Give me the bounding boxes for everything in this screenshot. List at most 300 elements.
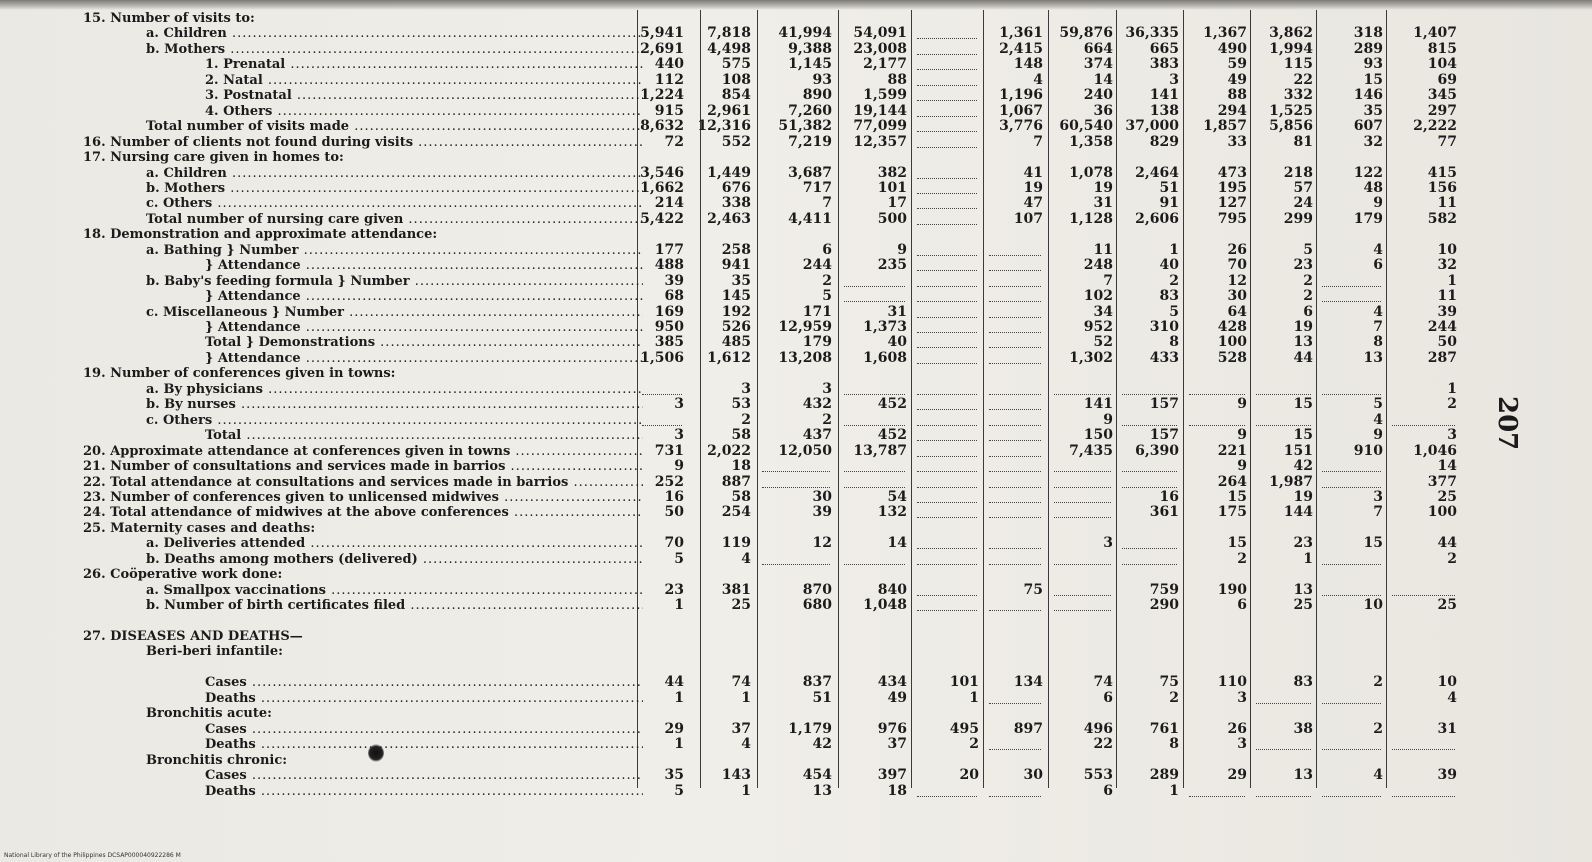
table-cell: 15 bbox=[1293, 396, 1313, 413]
table-cell: 41 bbox=[1023, 164, 1043, 181]
table-cell: 3,546 bbox=[640, 164, 684, 181]
table-cell: 14 bbox=[887, 535, 907, 552]
table-cell: 8,632 bbox=[640, 118, 684, 135]
row-label: a. Smallpox vaccinations ..... bbox=[146, 583, 643, 598]
table-cell: 11 bbox=[1437, 195, 1457, 212]
table-cell: 37 bbox=[887, 736, 907, 753]
table-cell: 235 bbox=[877, 257, 907, 274]
table-cell: 47 bbox=[1023, 195, 1043, 212]
table-cell: 1,196 bbox=[999, 87, 1043, 104]
table-cell: 69 bbox=[1437, 71, 1457, 88]
table-cell: 4,498 bbox=[707, 40, 751, 57]
table-cell: 1 bbox=[741, 689, 751, 706]
table-cell: 528 bbox=[1217, 349, 1247, 366]
table-cell: 244 bbox=[1427, 319, 1457, 335]
table-cell: 4 bbox=[1033, 71, 1043, 88]
empty-cell-leader bbox=[1189, 393, 1245, 395]
table-cell: 382 bbox=[877, 164, 907, 181]
table-cell: 2 bbox=[1169, 272, 1179, 289]
table-cell: 433 bbox=[1149, 349, 1179, 366]
table-cell: 3 bbox=[1447, 427, 1457, 444]
table-cell: 70 bbox=[664, 535, 684, 552]
table-cell: 35 bbox=[731, 272, 751, 289]
table-cell: 2,415 bbox=[999, 40, 1043, 57]
table-cell: 6 bbox=[822, 241, 832, 258]
table-cell: 440 bbox=[654, 56, 684, 73]
table-cell: 1,857 bbox=[1203, 118, 1247, 135]
table-cell: 5 bbox=[1303, 241, 1313, 258]
table-cell: 4 bbox=[1373, 767, 1383, 784]
table-cell: 15 bbox=[1363, 71, 1383, 88]
table-cell: 837 bbox=[802, 674, 832, 691]
table-cell: 2,463 bbox=[707, 210, 751, 227]
table-cell: 1,662 bbox=[640, 179, 684, 196]
table-cell: 31 bbox=[1437, 720, 1457, 737]
empty-cell-leader bbox=[1392, 748, 1455, 750]
table-cell: 10 bbox=[1363, 597, 1383, 614]
table-cell: 42 bbox=[812, 736, 832, 753]
empty-cell-leader bbox=[917, 563, 977, 565]
table-cell: 3,687 bbox=[788, 164, 832, 181]
table-cell: 415 bbox=[1427, 164, 1457, 181]
empty-cell-leader bbox=[989, 516, 1041, 518]
table-cell: 1,179 bbox=[788, 720, 832, 737]
empty-cell-leader bbox=[844, 470, 905, 472]
table-cell: 37 bbox=[731, 720, 751, 737]
table-cell: 1,608 bbox=[863, 349, 907, 366]
row-label: 18. Demonstration and approximate attendance: bbox=[83, 227, 438, 243]
table-cell: 1,599 bbox=[863, 87, 907, 104]
empty-cell-leader bbox=[1322, 795, 1381, 797]
empty-cell-leader bbox=[1122, 424, 1177, 426]
table-cell: 2,691 bbox=[640, 40, 684, 57]
table-cell: 676 bbox=[721, 179, 751, 196]
table-cell: 1,302 bbox=[1069, 349, 1113, 366]
table-cell: 29 bbox=[1227, 767, 1247, 784]
table-cell: 39 bbox=[1437, 303, 1457, 320]
table-cell: 51 bbox=[1159, 179, 1179, 196]
table-cell: 5 bbox=[822, 288, 832, 305]
table-cell: 870 bbox=[802, 581, 832, 598]
table-cell: 9,388 bbox=[788, 40, 832, 57]
row-label: Bronchitis chronic: bbox=[146, 752, 288, 768]
empty-cell-leader bbox=[762, 486, 830, 488]
table-cell: 526 bbox=[721, 319, 751, 335]
table-cell: 680 bbox=[802, 597, 832, 614]
table-cell: 29 bbox=[664, 720, 684, 737]
table-cell: 887 bbox=[721, 473, 751, 490]
table-cell: 434 bbox=[877, 674, 907, 691]
table-cell: 151 bbox=[1283, 442, 1313, 459]
empty-cell-leader bbox=[917, 393, 977, 395]
empty-cell-leader bbox=[1256, 393, 1311, 395]
table-cell: 190 bbox=[1217, 581, 1247, 598]
empty-cell-leader bbox=[917, 254, 977, 256]
table-cell: 437 bbox=[802, 427, 832, 444]
row-label: 2. Natal ..... bbox=[205, 73, 643, 88]
row-label: b. Mothers ..... bbox=[146, 42, 643, 57]
table-cell: 240 bbox=[1083, 87, 1113, 104]
table-cell: 81 bbox=[1293, 133, 1313, 150]
empty-cell-leader bbox=[989, 563, 1041, 565]
row-label: } Attendance ..... bbox=[205, 320, 643, 335]
library-footer: National Library of the Philippines DCSAP000040922286 M bbox=[4, 852, 181, 859]
empty-cell-leader bbox=[917, 424, 977, 426]
empty-cell-leader bbox=[917, 331, 977, 333]
table-cell: 134 bbox=[1013, 674, 1043, 691]
empty-cell-leader bbox=[917, 316, 977, 318]
table-cell: 10 bbox=[1437, 674, 1457, 691]
table-cell: 101 bbox=[949, 674, 979, 691]
table-cell: 1,525 bbox=[1269, 102, 1313, 119]
empty-cell-leader bbox=[917, 486, 977, 488]
ink-blot bbox=[368, 744, 384, 762]
table-cell: 299 bbox=[1283, 210, 1313, 227]
table-cell: 17 bbox=[887, 195, 907, 212]
table-cell: 2 bbox=[1169, 689, 1179, 706]
table-cell: 248 bbox=[1083, 257, 1113, 274]
table-cell: 12,050 bbox=[778, 442, 832, 459]
table-cell: 145 bbox=[721, 288, 751, 305]
table-cell: 12,959 bbox=[778, 319, 832, 335]
table-cell: 13 bbox=[1293, 767, 1313, 784]
row-label: b. Number of birth certificates filed ..... bbox=[146, 598, 643, 613]
table-cell: 37,000 bbox=[1125, 118, 1179, 135]
table-cell: 88 bbox=[1227, 87, 1247, 104]
table-cell: 6,390 bbox=[1135, 442, 1179, 459]
table-cell: 294 bbox=[1217, 102, 1247, 119]
table-cell: 30 bbox=[1023, 767, 1043, 784]
table-cell: 952 bbox=[1083, 319, 1113, 335]
page-number: 207 bbox=[1492, 396, 1522, 451]
empty-cell-leader bbox=[989, 609, 1041, 611]
table-cell: 75 bbox=[1023, 581, 1043, 598]
table-cell: 3 bbox=[674, 427, 684, 444]
table-cell: 2 bbox=[1447, 396, 1457, 413]
table-cell: 175 bbox=[1217, 504, 1247, 521]
table-cell: 452 bbox=[877, 427, 907, 444]
table-cell: 49 bbox=[887, 689, 907, 706]
table-cell: 13 bbox=[1293, 334, 1313, 351]
row-label: 16. Number of clients not found during visits ..... bbox=[83, 135, 643, 150]
table-cell: 49 bbox=[1227, 71, 1247, 88]
table-cell: 2 bbox=[1373, 720, 1383, 737]
table-cell: 214 bbox=[654, 195, 684, 212]
empty-cell-leader bbox=[917, 547, 977, 549]
table-cell: 15 bbox=[1227, 535, 1247, 552]
table-cell: 2 bbox=[969, 736, 979, 753]
empty-cell-leader bbox=[989, 470, 1041, 472]
table-cell: 14 bbox=[1437, 458, 1457, 475]
row-label: c. Others ..... bbox=[146, 196, 643, 211]
table-cell: 287 bbox=[1427, 349, 1457, 366]
table-cell: 1,367 bbox=[1203, 25, 1247, 42]
table-cell: 553 bbox=[1083, 767, 1113, 784]
row-label: } Attendance ..... bbox=[205, 351, 643, 366]
table-cell: 338 bbox=[721, 195, 751, 212]
table-cell: 4 bbox=[1373, 241, 1383, 258]
table-cell: 8 bbox=[1169, 334, 1179, 351]
table-cell: 221 bbox=[1217, 442, 1247, 459]
empty-cell-leader bbox=[1392, 795, 1455, 797]
table-cell: 473 bbox=[1217, 164, 1247, 181]
table-cell: 1 bbox=[1169, 782, 1179, 799]
table-cell: 2,961 bbox=[707, 102, 751, 119]
table-cell: 258 bbox=[721, 241, 751, 258]
row-label: a. By physicians ..... bbox=[146, 382, 643, 397]
table-cell: 264 bbox=[1217, 473, 1247, 490]
table-cell: 34 bbox=[1093, 303, 1113, 320]
row-label: 4. Others ..... bbox=[205, 104, 643, 119]
table-cell: 23 bbox=[1293, 257, 1313, 274]
table-cell: 428 bbox=[1217, 319, 1247, 335]
table-cell: 1,145 bbox=[788, 56, 832, 73]
table-cell: 16 bbox=[664, 488, 684, 505]
row-label: 17. Nursing care given in homes to: bbox=[83, 150, 344, 166]
table-cell: 19,144 bbox=[853, 102, 907, 119]
table-cell: 102 bbox=[1083, 288, 1113, 305]
table-cell: 24 bbox=[1293, 195, 1313, 212]
table-cell: 83 bbox=[1159, 288, 1179, 305]
table-cell: 22 bbox=[1093, 736, 1113, 753]
table-cell: 345 bbox=[1427, 87, 1457, 104]
table-cell: 1 bbox=[674, 597, 684, 614]
table-cell: 25 bbox=[1437, 597, 1457, 614]
table-cell: 1,361 bbox=[999, 25, 1043, 42]
table-cell: 717 bbox=[802, 179, 832, 196]
empty-cell-leader bbox=[989, 486, 1041, 488]
table-cell: 31 bbox=[1093, 195, 1113, 212]
table-cell: 7 bbox=[1103, 272, 1113, 289]
table-cell: 488 bbox=[654, 257, 684, 274]
empty-cell-leader bbox=[917, 501, 977, 503]
table-cell: 11 bbox=[1437, 288, 1457, 305]
table-cell: 1,506 bbox=[640, 349, 684, 366]
table-cell: 397 bbox=[877, 767, 907, 784]
empty-cell-leader bbox=[844, 563, 905, 565]
empty-cell-leader bbox=[844, 285, 905, 287]
table-cell: 115 bbox=[1283, 56, 1313, 73]
table-cell: 10 bbox=[1437, 241, 1457, 258]
table-cell: 72 bbox=[664, 133, 684, 150]
table-cell: 6 bbox=[1237, 597, 1247, 614]
row-label: Deaths ..... bbox=[205, 691, 643, 706]
table-cell: 25 bbox=[1293, 597, 1313, 614]
row-label: a. Children ..... bbox=[146, 26, 643, 41]
table-cell: 1 bbox=[741, 782, 751, 799]
table-cell: 1 bbox=[674, 736, 684, 753]
table-cell: 941 bbox=[721, 257, 751, 274]
table-cell: 20 bbox=[959, 767, 979, 784]
table-cell: 14 bbox=[1093, 71, 1113, 88]
table-cell: 40 bbox=[887, 334, 907, 351]
row-label: Cases ..... bbox=[205, 675, 643, 690]
row-label: } Attendance ..... bbox=[205, 258, 643, 273]
table-cell: 13 bbox=[812, 782, 832, 799]
table-cell: 74 bbox=[1093, 674, 1113, 691]
table-cell: 3 bbox=[1169, 71, 1179, 88]
table-cell: 50 bbox=[1437, 334, 1457, 351]
row-label: 22. Total attendance at consultations and services made in barrios ..... bbox=[83, 475, 643, 490]
table-cell: 177 bbox=[654, 241, 684, 258]
table-cell: 59 bbox=[1227, 56, 1247, 73]
table-cell: 1,067 bbox=[999, 102, 1043, 119]
row-label: Cases ..... bbox=[205, 722, 643, 737]
table-cell: 50 bbox=[664, 504, 684, 521]
table-cell: 13,208 bbox=[778, 349, 832, 366]
table-cell: 19 bbox=[1293, 319, 1313, 335]
table-cell: 12 bbox=[1227, 272, 1247, 289]
table-cell: 119 bbox=[721, 535, 751, 552]
table-cell: 381 bbox=[721, 581, 751, 598]
row-label: Deaths ..... bbox=[205, 784, 643, 799]
table-cell: 36 bbox=[1093, 102, 1113, 119]
table-cell: 1,358 bbox=[1069, 133, 1113, 150]
table-cell: 1,994 bbox=[1269, 40, 1313, 57]
table-cell: 39 bbox=[1437, 767, 1457, 784]
table-cell: 13 bbox=[1363, 349, 1383, 366]
table-cell: 51 bbox=[812, 689, 832, 706]
table-cell: 101 bbox=[877, 179, 907, 196]
table-cell: 54,091 bbox=[853, 25, 907, 42]
table-cell: 254 bbox=[721, 504, 751, 521]
table-cell: 9 bbox=[1103, 411, 1113, 428]
table-cell: 2 bbox=[1373, 674, 1383, 691]
table-cell: 3 bbox=[1237, 736, 1247, 753]
table-cell: 452 bbox=[877, 396, 907, 413]
table-cell: 48 bbox=[1363, 179, 1383, 196]
table-cell: 19 bbox=[1093, 179, 1113, 196]
row-label: Total ..... bbox=[205, 428, 643, 443]
table-cell: 53 bbox=[731, 396, 751, 413]
table-cell: 150 bbox=[1083, 427, 1113, 444]
table-cell: 44 bbox=[1293, 349, 1313, 366]
table-cell: 64 bbox=[1227, 303, 1247, 320]
empty-cell-leader bbox=[1256, 748, 1311, 750]
table-cell: 59,876 bbox=[1059, 25, 1113, 42]
table-cell: 2 bbox=[822, 272, 832, 289]
table-cell: 854 bbox=[721, 87, 751, 104]
table-cell: 15 bbox=[1227, 488, 1247, 505]
table-cell: 88 bbox=[887, 71, 907, 88]
table-cell: 910 bbox=[1353, 442, 1383, 459]
table-cell: 122 bbox=[1353, 164, 1383, 181]
table-cell: 100 bbox=[1427, 504, 1457, 521]
table-cell: 297 bbox=[1427, 102, 1457, 119]
row-label: 19. Number of conferences given in towns: bbox=[83, 366, 396, 382]
empty-cell-leader bbox=[917, 408, 977, 410]
table-cell: 3 bbox=[1103, 535, 1113, 552]
table-cell: 5 bbox=[674, 782, 684, 799]
table-cell: 3 bbox=[674, 396, 684, 413]
table-cell: 15 bbox=[1293, 427, 1313, 444]
row-label: b. Mothers ..... bbox=[146, 181, 643, 196]
table-cell: 22 bbox=[1293, 71, 1313, 88]
row-label: a. Bathing } Number ..... bbox=[146, 243, 643, 258]
table-cell: 6 bbox=[1103, 689, 1113, 706]
empty-cell-leader bbox=[844, 424, 905, 426]
table-cell: 23 bbox=[664, 581, 684, 598]
table-cell: 157 bbox=[1149, 396, 1179, 413]
table-cell: 490 bbox=[1217, 40, 1247, 57]
table-cell: 4 bbox=[1447, 689, 1457, 706]
table-cell: 30 bbox=[812, 488, 832, 505]
table-cell: 383 bbox=[1149, 56, 1179, 73]
table-cell: 9 bbox=[674, 458, 684, 475]
table-cell: 5 bbox=[1169, 303, 1179, 320]
table-cell: 18 bbox=[887, 782, 907, 799]
table-cell: 361 bbox=[1149, 504, 1179, 521]
empty-cell-leader bbox=[1054, 486, 1111, 488]
empty-cell-leader bbox=[1054, 393, 1111, 395]
table-cell: 58 bbox=[731, 427, 751, 444]
table-cell: 1,048 bbox=[863, 597, 907, 614]
table-cell: 829 bbox=[1149, 133, 1179, 150]
row-label: b. Deaths among mothers (delivered) ..... bbox=[146, 552, 643, 567]
table-cell: 108 bbox=[721, 71, 751, 88]
empty-cell-leader bbox=[917, 362, 977, 364]
empty-cell-leader bbox=[1256, 702, 1311, 704]
row-label: 21. Number of consultations and services made in barrios ..... bbox=[83, 459, 643, 474]
table-cell: 3,862 bbox=[1269, 25, 1313, 42]
table-cell: 385 bbox=[654, 334, 684, 351]
table-cell: 16 bbox=[1159, 488, 1179, 505]
table-cell: 5,422 bbox=[640, 210, 684, 227]
table-cell: 1,373 bbox=[863, 319, 907, 335]
table-cell: 26 bbox=[1227, 720, 1247, 737]
table-cell: 7 bbox=[1373, 319, 1383, 335]
table-cell: 70 bbox=[1227, 257, 1247, 274]
empty-cell-leader bbox=[917, 269, 977, 271]
row-label: 27. DISEASES AND DEATHS— bbox=[83, 629, 303, 644]
table-cell: 25 bbox=[1437, 488, 1457, 505]
row-label: 3. Postnatal ..... bbox=[205, 88, 643, 103]
table-cell: 496 bbox=[1083, 720, 1113, 737]
row-label: c. Others ..... bbox=[146, 413, 643, 428]
row-label: 1. Prenatal ..... bbox=[205, 57, 643, 72]
empty-cell-leader bbox=[1189, 795, 1245, 797]
table-cell: 3 bbox=[741, 380, 751, 397]
empty-cell-leader bbox=[1054, 563, 1111, 565]
table-cell: 815 bbox=[1427, 40, 1457, 57]
empty-cell-leader bbox=[1189, 424, 1245, 426]
table-cell: 12 bbox=[812, 535, 832, 552]
row-label: a. Deliveries attended ..... bbox=[146, 536, 643, 551]
table-cell: 218 bbox=[1283, 164, 1313, 181]
table-cell: 915 bbox=[654, 102, 684, 119]
table-cell: 318 bbox=[1353, 25, 1383, 42]
table-cell: 500 bbox=[877, 210, 907, 227]
empty-cell-leader bbox=[844, 486, 905, 488]
empty-cell-leader bbox=[917, 439, 977, 441]
table-cell: 11 bbox=[1093, 241, 1113, 258]
table-cell: 58 bbox=[731, 488, 751, 505]
table-cell: 9 bbox=[1237, 458, 1247, 475]
table-cell: 110 bbox=[1217, 674, 1247, 691]
table-cell: 664 bbox=[1083, 40, 1113, 57]
empty-cell-leader bbox=[1256, 795, 1311, 797]
empty-cell-leader bbox=[1122, 393, 1177, 395]
table-cell: 7,219 bbox=[788, 133, 832, 150]
table-cell: 6 bbox=[1303, 303, 1313, 320]
table-cell: 156 bbox=[1427, 179, 1457, 196]
table-cell: 289 bbox=[1149, 767, 1179, 784]
table-cell: 39 bbox=[664, 272, 684, 289]
table-cell: 12,316 bbox=[697, 118, 751, 135]
table-cell: 1 bbox=[1447, 380, 1457, 397]
table-cell: 171 bbox=[802, 303, 832, 320]
empty-cell-leader bbox=[1322, 594, 1381, 596]
